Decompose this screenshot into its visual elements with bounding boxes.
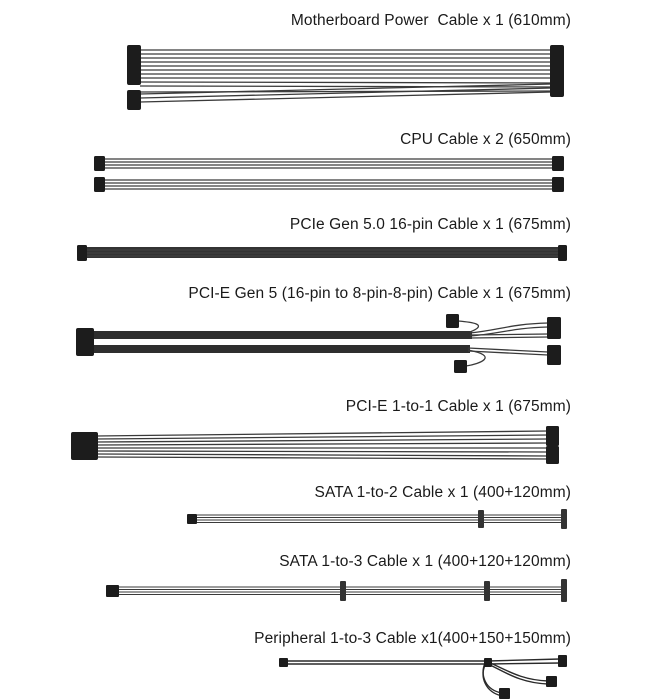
cable-label-pcie-gen5-split: PCI-E Gen 5 (16-pin to 8-pin-8-pin) Cable x 1 (675mm) (188, 285, 571, 302)
peripheral-1-to-3-cable-icon (0, 655, 649, 700)
cable-label-peripheral-1to3: Peripheral 1-to-3 Cable x1(400+150+150mm) (254, 630, 571, 647)
cable-label-sata-1to3: SATA 1-to-3 Cable x 1 (400+120+120mm) (279, 553, 571, 570)
pcie-1-to-1-cable-icon (0, 424, 649, 464)
sata-1-to-3-cable-icon (0, 578, 649, 604)
cable-label-cpu: CPU Cable x 2 (650mm) (400, 131, 571, 148)
cable-label-motherboard: Motherboard Power Cable x 1 (610mm) (290, 12, 571, 29)
cpu-8pin-cable-icon (0, 152, 649, 194)
cable-label-sata-1to2: SATA 1-to-2 Cable x 1 (400+120mm) (314, 484, 571, 501)
cable-label-pcie-16pin: PCIe Gen 5.0 16-pin Cable x 1 (675mm) (289, 216, 571, 233)
cable-label-pcie-1to1: PCI-E 1-to-1 Cable x 1 (675mm) (345, 398, 571, 415)
pcie-16pin-to-dual-8pin-cable-icon (0, 308, 649, 380)
motherboard-24pin-cable-icon (0, 40, 649, 120)
pcie-16pin-cable-icon (0, 244, 649, 264)
sata-1-to-2-cable-icon (0, 508, 649, 532)
